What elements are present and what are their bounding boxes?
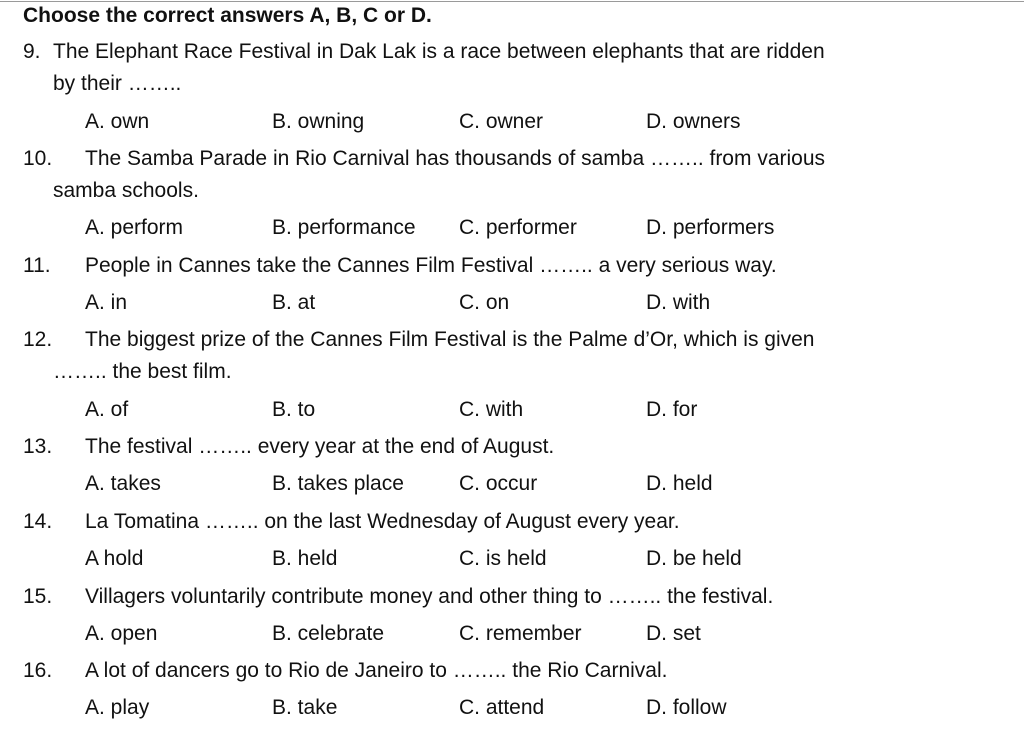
question-number: 14. (23, 510, 53, 533)
question-text-line-1: The biggest prize of the Cannes Film Festival is the Palme d’Or, which is given (85, 328, 815, 351)
question-text-line-1: La Tomatina …….. on the last Wednesday of August every year. (85, 510, 680, 533)
instructions-heading: Choose the correct answers A, B, C or D. (23, 4, 432, 27)
question-number: 11. (23, 254, 51, 277)
option-c[interactable]: C. performer (459, 216, 577, 239)
question-text-line-2: samba schools. (53, 179, 199, 202)
question-text-line-1: The Samba Parade in Rio Carnival has thousands of samba …….. from various (85, 147, 826, 170)
question-text-line-1: A lot of dancers go to Rio de Janeiro to …….. the Rio Carnival. (85, 659, 668, 682)
option-a[interactable]: A hold (85, 547, 144, 570)
option-d[interactable]: D. performers (646, 216, 775, 239)
question-number: 12. (23, 328, 53, 351)
option-d[interactable]: D. set (646, 622, 701, 645)
option-d[interactable]: D. held (646, 472, 713, 495)
question-text-line-1: Villagers voluntarily contribute money and other thing to …….. the festival. (85, 585, 774, 608)
question-number: 9. (23, 40, 41, 63)
option-a[interactable]: A. own (85, 110, 150, 133)
option-b[interactable]: B. at (272, 291, 316, 314)
option-a[interactable]: A. takes (85, 472, 161, 495)
option-c[interactable]: C. owner (459, 110, 544, 133)
option-b[interactable]: B. takes place (272, 472, 404, 495)
option-c[interactable]: C. on (459, 291, 510, 314)
option-a[interactable]: A. open (85, 622, 158, 645)
option-a[interactable]: A. in (85, 291, 128, 314)
option-c[interactable]: C. remember (459, 622, 582, 645)
option-b[interactable]: B. to (272, 398, 316, 421)
question-text-line-1: People in Cannes take the Cannes Film Festival …….. a very serious way. (85, 254, 777, 277)
question-text-line-2: by their …….. (53, 72, 182, 95)
option-a[interactable]: A. play (85, 696, 150, 719)
option-c[interactable]: C. occur (459, 472, 538, 495)
question-number: 13. (23, 435, 53, 458)
option-c[interactable]: C. attend (459, 696, 545, 719)
option-d[interactable]: D. for (646, 398, 698, 421)
option-a[interactable]: A. perform (85, 216, 184, 239)
question-text-line-2: …….. the best film. (53, 360, 232, 383)
option-d[interactable]: D. owners (646, 110, 741, 133)
question-text-line-1: The Elephant Race Festival in Dak Lak is a race between elephants that are ridden (53, 40, 825, 63)
option-b[interactable]: B. held (272, 547, 338, 570)
option-d[interactable]: D. follow (646, 696, 727, 719)
option-b[interactable]: B. owning (272, 110, 365, 133)
option-a[interactable]: A. of (85, 398, 129, 421)
question-number: 16. (23, 659, 53, 682)
option-b[interactable]: B. take (272, 696, 338, 719)
question-number: 10. (23, 147, 53, 170)
option-b[interactable]: B. celebrate (272, 622, 385, 645)
option-d[interactable]: D. be held (646, 547, 742, 570)
option-b[interactable]: B. performance (272, 216, 416, 239)
option-c[interactable]: C. is held (459, 547, 547, 570)
option-d[interactable]: D. with (646, 291, 711, 314)
question-text-line-1: The festival …….. every year at the end of August. (85, 435, 555, 458)
question-number: 15. (23, 585, 53, 608)
option-c[interactable]: C. with (459, 398, 524, 421)
